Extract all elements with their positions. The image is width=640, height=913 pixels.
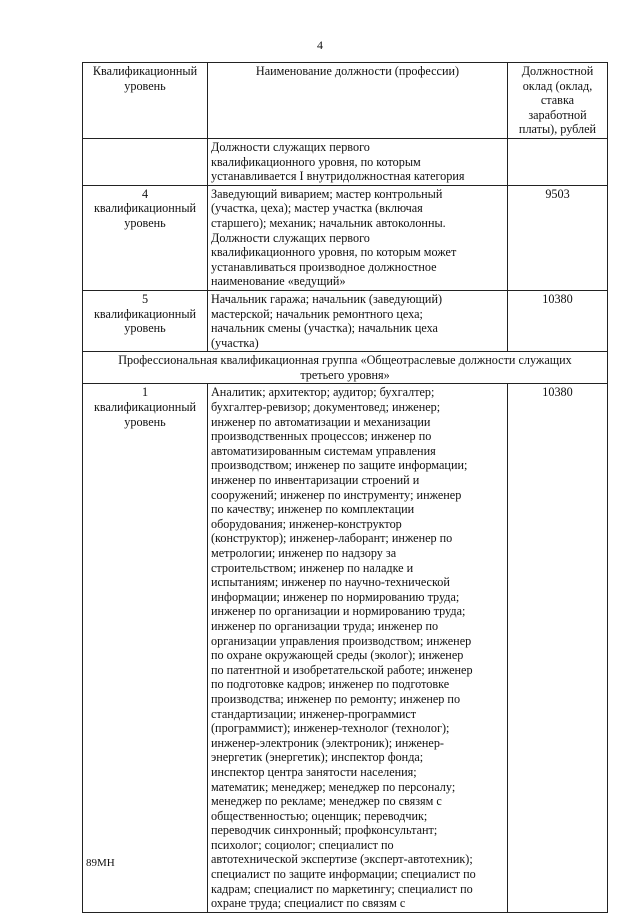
level-cell — [83, 138, 208, 185]
salary-cell: 9503 — [508, 185, 608, 290]
header-level: Квалификационный уровень — [83, 63, 208, 139]
table-row — [83, 384, 608, 912]
position-cell: Заведующий виварием; мастер контрольный (участка, цеха); мастер участка (включая старшего); механик; начальник автоколонны. Должности служащих первого квалификационного уровня, по которым может устанавливаться производное должностное наименование «ведущий» — [208, 185, 508, 290]
salary-table — [82, 62, 608, 913]
position-cell: Должности служащих первого квалификационного уровня, по которым устанавливается I внутридолжностная категория — [208, 138, 508, 185]
salary-cell: 10380 — [508, 384, 608, 912]
salary-cell: 10380 — [508, 290, 608, 351]
group-heading-row — [83, 352, 608, 384]
level-cell: 4 квалификационный уровень — [83, 185, 208, 290]
position-cell: Начальник гаража; начальник (заведующий) мастерской; начальник ремонтного цеха; начальник смены (участка); начальник цеха (участка) — [208, 290, 508, 351]
header-position: Наименование должности (профессии) — [208, 63, 508, 139]
group-heading: Профессиональная квалификационная группа «Общеотраслевые должности служащих третьего уровня» — [83, 352, 608, 384]
page-number: 4 — [317, 38, 323, 52]
header-salary: Должностной оклад (оклад, ставка заработной платы), рублей — [508, 63, 608, 139]
table-header-row — [83, 63, 608, 139]
level-cell: 1 квалификационный уровень — [83, 384, 208, 912]
salary-cell — [508, 138, 608, 185]
table-row — [83, 185, 608, 290]
level-cell: 5 квалификационный уровень — [83, 290, 208, 351]
position-cell: Аналитик; архитектор; аудитор; бухгалтер; бухгалтер-ревизор; документовед; инженер; инженер по автоматизации и механизации производственных процессов; инженер по автоматизированным системам управления производством; инженер по защите информации; инженер по инвентаризации строений и сооружений; инженер по инструменту; инженер по качеству; инженер по комплектации оборудования; инженер-конструктор (конструктор); инженер-лаборант; инженер по метрологии; инженер по надзору за строительством; инженер по наладке и испытаниям; инженер по научно-технической информации; инженер по нормированию труда; инженер по организации и нормированию труда; инженер по организации труда; инженер по организации управления производством; инженер по охране окружающей среды (эколог); инженер по патентной и изобретательской работе; инженер по подготовке кадров; инженер по подготовке производства; инженер по ремонту; инженер по стандартизации; инженер-программист (программист); инженер-технолог (технолог); инженер-электроник (электроник); инженер- энергетик (энергетик); инспектор фонда; инспектор центра занятости населения; математик; менеджер; менеджер по персоналу; менеджер по рекламе; менеджер по связям с общественностью; оценщик; переводчик; переводчик синхронный; профконсультант; психолог; социолог; специалист по автотехнической экспертизе (эксперт-автотехник); специалист по защите информации; специалист по кадрам; специалист по маркетингу; специалист по охране труда; специалист по связям с — [208, 384, 508, 912]
footer-code: 89МН — [86, 857, 115, 869]
table-row — [83, 138, 608, 185]
table-row — [83, 290, 608, 351]
